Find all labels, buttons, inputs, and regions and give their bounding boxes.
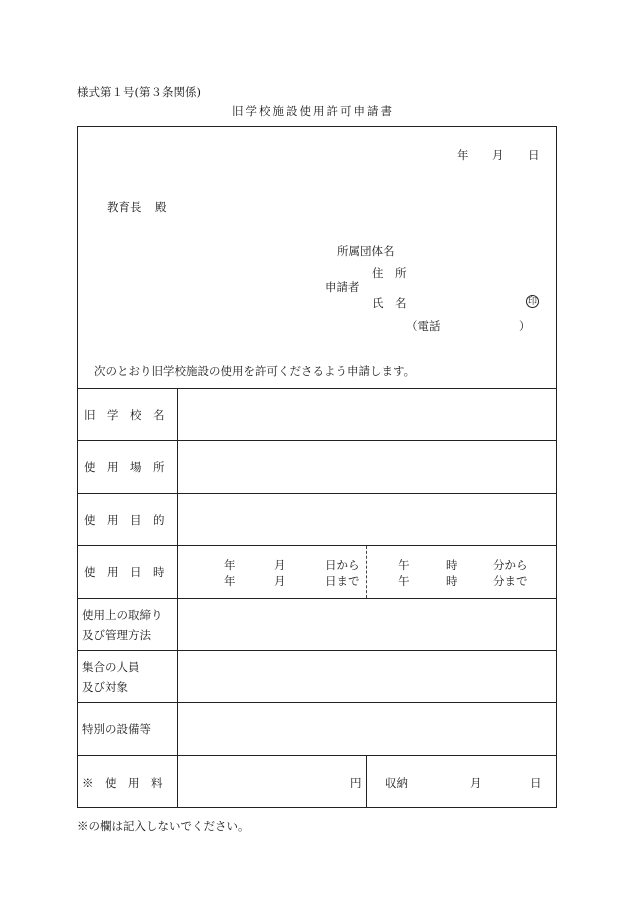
fee-divider	[366, 755, 367, 808]
datetime-dashed-divider	[366, 546, 367, 598]
group-name-label: 所属団体名	[337, 244, 395, 258]
label-column-divider	[177, 388, 178, 808]
footnote: ※の欄は記入しないでください。	[77, 819, 250, 833]
divider	[77, 440, 557, 441]
divider	[77, 388, 557, 389]
row-label-equipment: 特別の設備等	[82, 722, 151, 736]
divider	[77, 545, 557, 546]
datetime-hour-to: 時	[446, 574, 458, 588]
divider	[77, 650, 557, 651]
row-label-place: 使 用 場 所	[84, 460, 165, 474]
divider	[77, 493, 557, 494]
date-day: 日	[528, 148, 540, 162]
row-label-fee: ※ 使 用 料	[82, 776, 163, 790]
datetime-hour-from: 時	[446, 558, 458, 572]
address-label: 住 所	[372, 266, 407, 280]
datetime-month-from: 月	[274, 558, 286, 572]
row-label-purpose: 使 用 目 的	[84, 513, 165, 527]
row-label-management-line2: 及び管理方法	[82, 628, 151, 642]
divider	[77, 598, 557, 599]
row-label-people-line2: 及び対象	[82, 680, 128, 694]
phone-label: （電話	[406, 319, 441, 333]
datetime-year-from: 年	[224, 558, 236, 572]
divider	[77, 702, 557, 703]
date-month: 月	[492, 148, 504, 162]
fee-yen-unit: 円	[350, 776, 362, 790]
row-label-management-line1: 使用上の取締り	[82, 608, 163, 622]
addressee-title: 教育長	[107, 200, 142, 214]
datetime-ampm-to: 午	[398, 574, 410, 588]
datetime-day-to: 日まで	[325, 574, 360, 588]
applicant-label: 申請者	[325, 280, 360, 294]
date-year: 年	[457, 148, 469, 162]
fee-receipt-label: 収納	[385, 776, 408, 790]
row-label-datetime: 使 用 日 時	[84, 565, 165, 579]
datetime-day-from: 日から	[325, 558, 360, 572]
datetime-minute-from: 分から	[493, 558, 528, 572]
seal-mark: 印	[527, 297, 537, 307]
row-label-people-line1: 集合の人員	[82, 660, 140, 674]
divider	[77, 755, 557, 756]
datetime-minute-to: 分まで	[493, 574, 528, 588]
form-title: 旧学校施設使用許可申請書	[232, 104, 394, 118]
datetime-month-to: 月	[274, 574, 286, 588]
fee-receipt-day: 日	[530, 776, 542, 790]
application-statement: 次のとおり旧学校施設の使用を許可くださるよう申請します。	[94, 364, 416, 378]
fee-receipt-month: 月	[470, 776, 482, 790]
datetime-ampm-from: 午	[398, 558, 410, 572]
datetime-year-to: 年	[224, 574, 236, 588]
name-label: 氏 名	[372, 296, 407, 310]
row-label-school-name: 旧 学 校 名	[84, 408, 165, 422]
form-number: 様式第１号(第３条関係)	[77, 85, 201, 99]
phone-close-paren: ）	[519, 319, 531, 333]
addressee-honorific: 殿	[155, 200, 167, 214]
